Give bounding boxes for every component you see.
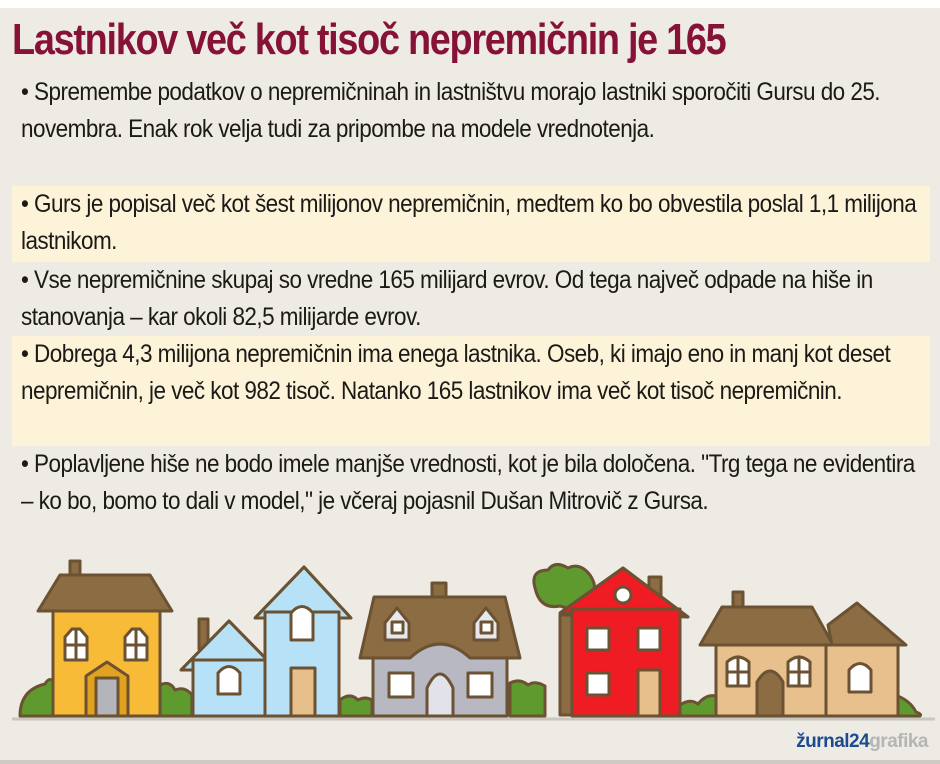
bullet-text: • Spremembe podatkov o nepremičninah in lastništvu morajo lastniki sporočiti Gursu do 25. novembra. Enak rok velja tudi za pripombe na modele vrednotenja. (21, 78, 881, 143)
bullet-item (12, 262, 930, 336)
bullet-text: • Dobrega 4,3 milijona nepremičnin ima enega lastnika. Oseb, ki imajo eno in manj kot deset nepremičnin, je več kot 982 tisoč. Natanko 165 lastnikov ima več kot tisoč nepremičnin. (21, 340, 891, 405)
infographic-title: Lastnikov več kot tisoč nepremičnin je 165 (12, 15, 726, 64)
bottom-border (0, 760, 940, 764)
bullet-item-highlighted (12, 186, 930, 262)
bullet-item-highlighted (12, 336, 930, 446)
houses-illustration (0, 555, 940, 730)
bullet-item (12, 74, 930, 184)
bullet-text: • Poplavljene hiše ne bodo imele manjše vrednosti, kot je bila določena. "Trg tega ne evidentira – ko bo, bomo to dali v model," je včeraj pojasnil Dušan Mitrovič z Gursa. (21, 450, 915, 515)
brand-logo (796, 731, 928, 753)
bullet-text: • Vse nepremičnine skupaj so vredne 165 milijard evrov. Od tega največ odpade na hiše in stanovanja – kar okoli 82,5 milijarde evrov. (21, 266, 873, 331)
bullet-list (12, 74, 930, 558)
brand-sub: grafika (869, 731, 928, 752)
bullet-item (12, 446, 930, 558)
brand-main: žurnal24 (796, 731, 870, 752)
bullet-text: • Gurs je popisal več kot šest milijonov nepremičnin, medtem ko bo obvestila poslal 1,1 milijona lastnikom. (21, 190, 917, 255)
